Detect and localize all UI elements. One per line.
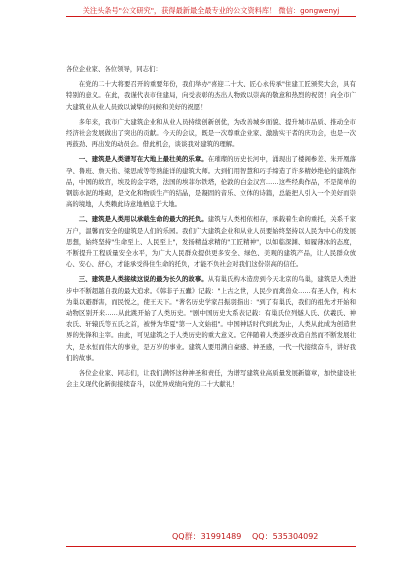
- promo-banner-link[interactable]: 关注头条号"公文研究"，获得最新最全最专业的公文资料库！ 微信：gongwenyj: [82, 6, 340, 15]
- intro-paragraph-2: 多年来，我市广大建筑企业和从业人员持续创新创优，为改善城乡面貌、提升城市品质、推动全市经济社会发展做出了突出的贡献。今天的会议，既是一次尊重企业家、激励实干者的庆功会，也是一次再鼓劲、再出发的动员会。借此机会，谈谈我对建筑的理解。: [66, 117, 356, 149]
- page-header: [66, 6, 356, 17]
- header-divider: [66, 16, 356, 17]
- closing-paragraph: 各位企业家、同志们，让我们满怀这种神圣和责任，为谱写建筑业高质量发展新篇章，加快建设社会主义现代化新街接续奋斗，以优异成绩向党的二十大献礼！: [66, 369, 356, 389]
- page-footer: [0, 531, 408, 543]
- greeting: 各位企业家、各位领导，同志们：: [66, 65, 162, 73]
- section-1-title: 一、建筑是人类谱写在大地上最壮美的乐章。: [78, 155, 208, 164]
- section-3-title: 三、建筑是人类接续这说的最为长久的故事。: [78, 275, 208, 284]
- section-2-body: 建筑与人类相依相存，承载着生命的重托，关系千家万户，温馨而安全的建筑是人们的乐园。我们广大建筑企业和从业人员要始终坚持以人民为中心的发展思想，始终坚持"生命至上、人民至上"，发扬精益求精的"工匠精神"，以如临深渊、如履薄冰的态度，不断提升工程质量安全水平，为广大人民群众提供更多安全、绿色、美观的建筑产品，让人民群众放心、安心、舒心，才能承受得住生命的托负，才能不负社会对我们这份崇高的信任。: [66, 215, 357, 269]
- section-2: [66, 214, 356, 270]
- section-1-body: 在璀璨的历史长河中，涌现出了楼阁参差、朱开凰落孕、鲁班、詹天佑、梁思成等等熟能详的建筑大师。大到们用智慧和巧手缔造了许多精妙绝伦的建筑作品，中国的故宫，埃及的金字塔，法国的埃菲尔铁塔，伦敦的白金汉宫……这些经典作品，不是简单的钢筋水泥的堆砌，是文化和物质生产的结晶，是凝固的音乐、立体的诗篇，总能把人引入一个美好而崇高的境地，人类赖此诗意地栖息于大地。: [66, 155, 357, 209]
- section-3-body: 从有巢氏构木造房到今天北京的鸟巢，建筑是人类进步中不断超越自我的最大追求。《韩非子五蠹》记载："上古之世，人民少而禽兽众……有圣人作，构木为巢以避群害，而民悦之，使王天下。"著名历史学家吕振羽指出："到了有巢氏，我们的祖先才开始和动物区别开来……从此跳开始了人类历史。"剧中国历史大系表记载：有巢氏位列燧人氏、伏羲氏、神农氏、轩辕氏等五氏之首，被誉为华夏"第一人文始祖"。中国神话时代到此为止，人类从此成为创造世界的先锋和主宰。由此，可见建筑之于人类历史的重大意义。它伴随着人类逐步改造自然而不断发展壮大，是永恒而伟大的事业，是万岁的事业。建筑人要用满自豪感、神圣感，一代一代接续奋斗，讲好我们的故事。: [66, 275, 357, 362]
- qq-group-contact: QQ群：31991489: [172, 532, 242, 541]
- section-1: [66, 154, 356, 210]
- qq-contact: QQ：535304092: [252, 532, 319, 541]
- section-3: [66, 274, 356, 364]
- intro-paragraph-1: 在党的二十大将要召开的重要年份，我们举办"喜迎二十大、匠心永传承"住建工匠颁奖大会，具有特别的意义。在此，我谨代表市住建局，向受表彰的杰出人物致以崇高的敬意和热烈的祝贺！向全市广大建筑业从业人员致以诚挚的问候和美好的祝愿！: [66, 80, 356, 111]
- speech-body: [66, 64, 356, 391]
- section-2-title: 二、建筑是人类用以承载生命的最大的托负。: [78, 215, 208, 224]
- footer-divider: [66, 546, 356, 547]
